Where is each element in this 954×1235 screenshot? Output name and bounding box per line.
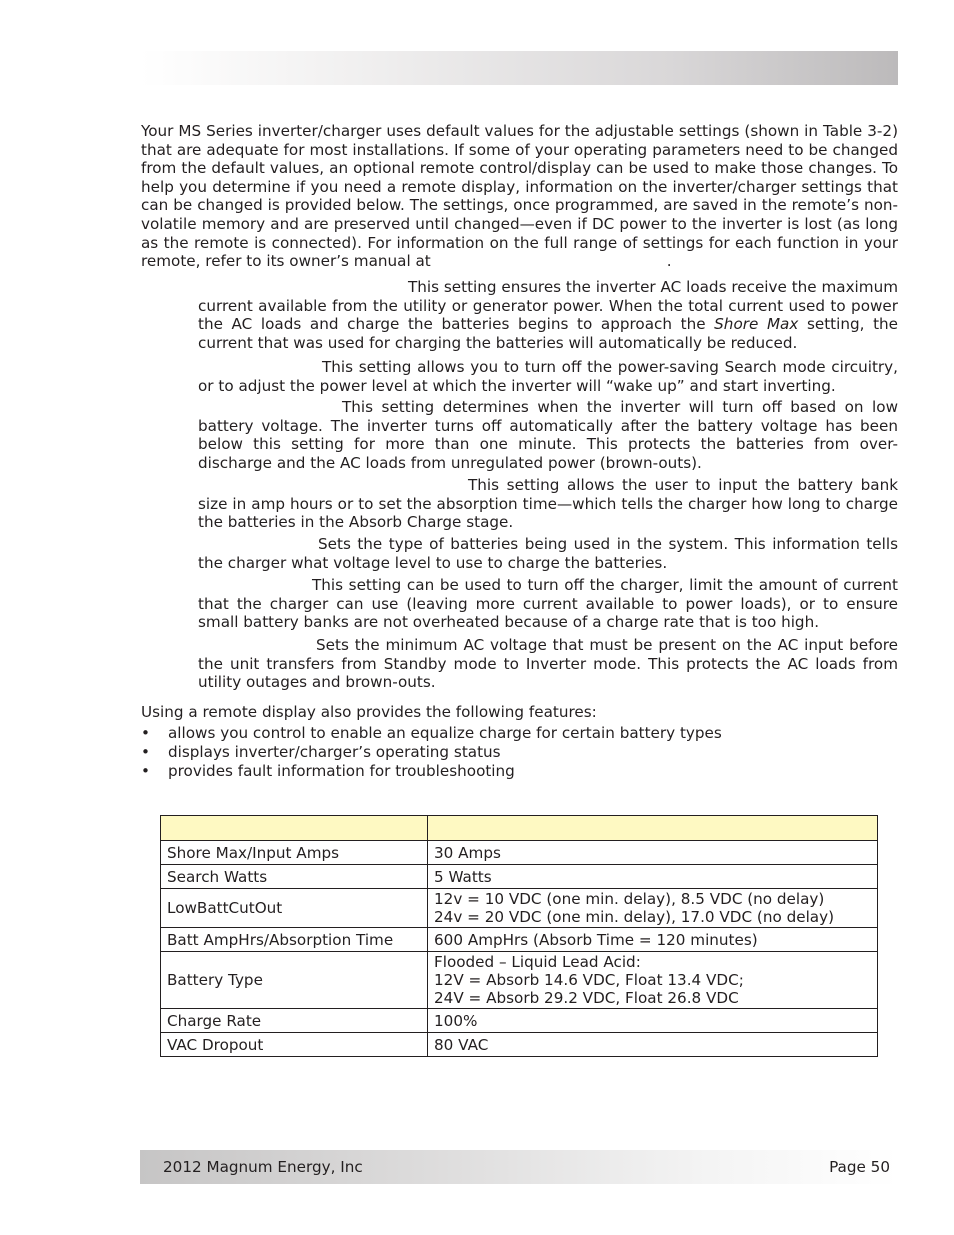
setting-shore-max: This setting ensures the inverter AC loads receive the maximum current available from the utility or generator power. When the total current used to power the AC loads and charge the batteries begins to approach the Shore Max setting, the current that was used for charging the batteries will automatically be reduced. bbox=[198, 278, 898, 352]
setting-batt-amphrs: This setting allows the user to input the battery bank size in amp hours or to set the absorption time—which tells the charger how long to charge the batteries in the Absorb Charge stage. bbox=[198, 476, 898, 532]
feature-item: • allows you control to enable an equalize charge for certain battery types bbox=[141, 724, 722, 742]
default-settings-table bbox=[160, 815, 878, 1057]
table-row bbox=[161, 928, 878, 952]
table-cell-value: 30 Amps bbox=[428, 841, 878, 865]
table-cell-setting: Batt AmpHrs/Absorption Time bbox=[161, 928, 428, 952]
setting-low-batt-cutout: This setting determines when the inverter will turn off based on low battery voltage. The inverter turns off automatically after the battery voltage has been below this setting for more than one minute. This protects the batteries from over-discharge and the AC loads from unregulated power (brown-outs). bbox=[198, 398, 898, 472]
table-cell-value: 80 VAC bbox=[428, 1033, 878, 1057]
setting-charge-rate: This setting can be used to turn off the charger, limit the amount of current that the charger can use (leaving more current available to power loads), or to ensure small battery banks are not overheated because of a charge rate that is too high. bbox=[198, 576, 898, 632]
intro-paragraph bbox=[141, 122, 898, 271]
feature-item: • displays inverter/charger’s operating status bbox=[141, 743, 501, 762]
setting-search-watts: This setting allows you to turn off the power-saving Search mode circuitry, or to adjust the power level at which the inverter will “wake up” and start inverting. bbox=[198, 358, 898, 395]
features-intro: Using a remote display also provides the following features: bbox=[141, 703, 597, 721]
table-row bbox=[161, 865, 878, 889]
table-row bbox=[161, 952, 878, 1009]
header-bar bbox=[140, 51, 898, 85]
intro-end: . bbox=[666, 252, 672, 271]
table-row bbox=[161, 1033, 878, 1057]
table-cell-setting: Battery Type bbox=[161, 952, 428, 1009]
table-cell-setting: VAC Dropout bbox=[161, 1033, 428, 1057]
table-cell-value: 12v = 10 VDC (one min. delay), 8.5 VDC (no delay) 24v = 20 VDC (one min. delay), 17.0 VDC (no delay) bbox=[428, 889, 878, 928]
table-cell-value: Flooded – Liquid Lead Acid: 12V = Absorb 14.6 VDC, Float 13.4 VDC; 24V = Absorb 29.2 VDC, Float 26.8 VDC bbox=[428, 952, 878, 1009]
bullet-icon: • bbox=[141, 743, 150, 762]
footer-page-number: Page 50 bbox=[829, 1158, 890, 1176]
feature-list bbox=[141, 724, 722, 782]
table-header-setting bbox=[161, 816, 428, 841]
table-cell-setting: LowBattCutOut bbox=[161, 889, 428, 928]
table-cell-value: 600 AmpHrs (Absorb Time = 120 minutes) bbox=[428, 928, 878, 952]
table-cell-setting: Search Watts bbox=[161, 865, 428, 889]
table-cell-value: 5 Watts bbox=[428, 865, 878, 889]
table-row bbox=[161, 1009, 878, 1033]
table-cell-value: 100% bbox=[428, 1009, 878, 1033]
table-cell-setting: Shore Max/Input Amps bbox=[161, 841, 428, 865]
table-header-row bbox=[161, 816, 878, 841]
setting-battery-type: Sets the type of batteries being used in the system. This information tells the charger what voltage level to use to charge the batteries. bbox=[198, 535, 898, 572]
intro-text: Your MS Series inverter/charger uses default values for the adjustable settings (shown in Table 3-2) that are adequate for most installations. If some of your operating parameters need to be changed from the default values, an optional remote control/display can be used to make those changes. To help you determine if you need a remote display, information on the inverter/charger settings that can be changed is provided below. The settings, once programmed, are saved in the remote’s non-volatile memory and are preserved until changed—even if DC power to the inverter is lost (as long as the remote is connected). For information on the full range of settings for each function in your remote, refer to its owner’s manual at bbox=[141, 122, 898, 271]
table-row bbox=[161, 889, 878, 928]
setting-vac-dropout: Sets the minimum AC voltage that must be present on the AC input before the unit transfers from Standby mode to Inverter mode. This protects the AC loads from utility outages and brown-outs. bbox=[198, 636, 898, 692]
bullet-icon: • bbox=[141, 762, 150, 781]
table-row bbox=[161, 841, 878, 865]
footer-copyright: 2012 Magnum Energy, Inc bbox=[163, 1158, 363, 1176]
table-cell-setting: Charge Rate bbox=[161, 1009, 428, 1033]
feature-item: • provides fault information for troubleshooting bbox=[141, 762, 515, 781]
shore-max-emphasis: Shore Max bbox=[714, 315, 799, 334]
bullet-icon: • bbox=[141, 724, 150, 742]
table-header-default bbox=[428, 816, 878, 841]
